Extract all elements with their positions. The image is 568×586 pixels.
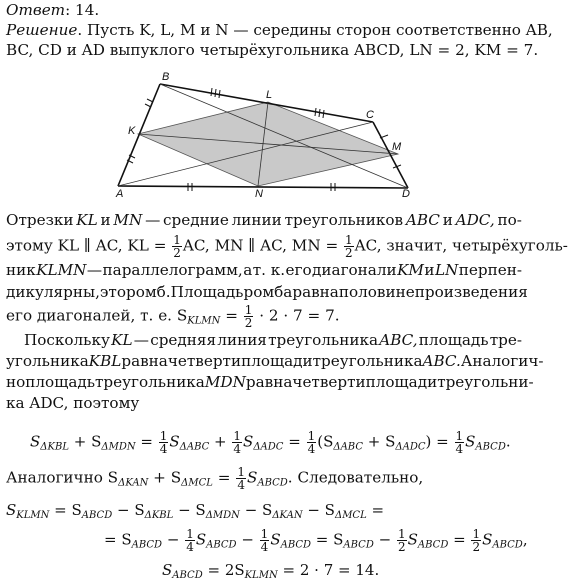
w: ADC, [455,211,495,229]
sub: ΔMDN [101,441,136,453]
text-seg: AC, MN ∥ AC, MN = [182,236,339,255]
den: 2 [244,316,253,330]
w: и [424,261,435,279]
sub: ΔMCL [334,510,367,521]
w: и [442,211,453,229]
solution-label: Решение [6,21,78,39]
sym: S [270,530,281,549]
w: средние [163,211,229,229]
num: 1 [345,233,353,247]
fraction-quarter [307,430,317,455]
sym: S [169,432,180,451]
den: 4 [307,442,316,456]
w: LN [434,261,459,279]
op: − S [112,501,145,519]
den: 2 [397,540,406,554]
sub: ΔMDN [205,510,240,521]
para2-line3 [6,372,534,392]
w: площадь [418,331,489,349]
para2-line2 [6,351,544,371]
op: = [135,432,153,451]
w: ромба [243,283,293,301]
op: − S [173,501,206,519]
num: 1 [159,429,168,443]
equation-2 [6,500,384,520]
w: — [133,331,149,349]
op: = [283,432,301,451]
para3-line [6,466,423,491]
equation-4 [162,560,379,580]
op: = S [49,501,82,519]
sym: S [465,432,476,451]
text-seg: = [212,468,231,487]
w: треугольни- [437,373,534,391]
op: + [209,432,227,451]
label-l: L [266,89,273,101]
fraction-quarter [232,430,242,455]
den: 4 [237,478,245,492]
op: − [373,530,392,549]
para1-line2 [6,234,568,259]
quadrilateral-figure [108,66,428,198]
op: = S [311,530,344,549]
sub: ΔKAN [118,477,149,489]
w: ромб. [125,283,171,301]
w: четверти [292,373,366,391]
w: KL [76,211,98,229]
w: KL [111,331,133,349]
sub: ABCD [81,510,113,521]
op: = 2 · 7 = 14. [277,561,380,579]
w: но [6,373,26,391]
text-seg: этому KL ∥ AC, KL = [6,236,167,255]
text-seg: · 2 · 7 = 7. [259,306,340,325]
answer-label: Ответ [6,1,66,19]
fraction-half [344,234,354,259]
w: Площадь [170,283,244,301]
op: − [162,530,180,549]
w: т. к. [252,261,286,279]
num: 1 [233,429,242,443]
op: − S [302,501,335,519]
sym: S [482,530,493,549]
den: 4 [233,442,242,456]
sub: ABCD [131,539,163,551]
sub: ΔKBL [40,441,69,453]
sub: ΔKAN [272,510,303,521]
w: параллелограмм, [102,261,243,279]
text-seg: = [225,306,238,325]
solution-text-1: . Пусть K, L, M и N — середины сторон соответственно AB, [77,21,553,39]
w: ABC. [422,352,461,370]
op: + S [68,432,102,451]
fraction-half [244,304,254,329]
w: ABC, [379,331,418,349]
w: четверти [167,352,242,370]
text-seg: . Следовательно, [287,468,424,487]
w: дикулярны, [6,283,100,301]
w: треугольника [268,331,378,349]
text-seg: Аналогично S [6,468,119,487]
sub: ABCD [417,539,449,551]
den: 4 [455,442,464,456]
w: Аналогич- [460,352,544,370]
w: площадь [25,373,95,391]
sub: ABCD [280,539,312,551]
label-n: N [255,188,263,200]
op: ) = [425,432,449,451]
w: это [99,283,126,301]
w: а [243,261,253,279]
sub: ΔABC [333,441,363,453]
para1-line5 [6,304,340,329]
label-m: M [392,141,402,153]
num: 1 [307,429,316,443]
sub: ΔADC [395,441,426,453]
sub: ABCD [492,539,523,551]
den: 2 [173,246,181,260]
w: — [86,261,103,279]
sub: ABCD [343,539,374,551]
para2-line4: ка ADC, поэтому [6,394,140,412]
para1-line3 [6,260,522,280]
sub: ABCD [172,570,203,581]
sub: ABCD [257,477,288,489]
num: 1 [397,527,406,541]
op: = S [104,530,132,549]
w: угольника [6,352,89,370]
w: треугольников [284,211,404,229]
den: 2 [472,540,481,554]
w: KM [397,261,424,279]
sym: S [6,501,17,519]
sub: ΔKBL [144,510,174,521]
den: 4 [186,540,194,554]
op: . [505,432,511,451]
sub: KLMN [16,510,50,521]
fraction-quarter [185,528,195,553]
num: 1 [173,233,181,247]
sym: S [407,530,418,549]
op: = [448,530,466,549]
op: = [366,501,385,519]
w: — [145,211,161,229]
w: Поскольку [24,331,110,349]
fraction-half [397,528,407,553]
num: 1 [260,527,269,541]
w: перпен- [458,261,522,279]
w: по- [497,211,522,229]
num: 1 [455,429,464,443]
para1-line4 [6,282,528,302]
fraction-half [172,234,182,259]
w: ABC [405,211,440,229]
num: 1 [186,527,194,541]
w: произведения [414,283,528,301]
solution-line-1 [6,20,553,40]
op: + S [363,432,396,451]
w: MN [113,211,143,229]
w: треугольника [312,352,423,370]
sym: S [162,561,173,579]
fraction-quarter [260,528,270,553]
label-a: A [116,188,124,200]
w: равна [292,283,339,301]
w: равна [121,352,168,370]
equation-3 [104,528,528,553]
text-seg: AC, значит, четырёхуголь- [354,236,568,255]
label-k: K [128,125,136,137]
w: половине [338,283,415,301]
sub: ABCD [475,441,506,453]
sub: KLMN [187,315,221,327]
w: линии [231,211,282,229]
sub: KLMN [244,570,278,581]
op: , [522,530,528,549]
sym: S [30,432,41,451]
equation-1 [30,430,511,455]
w: линия [217,331,267,349]
label-d: D [402,188,410,200]
label-c: C [366,109,374,121]
solution-line-2: BC, CD и AD выпуклого четырёхугольника ABCD, LN = 2, KM = 7. [6,41,539,59]
sub: ΔABC [179,441,210,453]
w: KBL [88,352,122,370]
sub: ABCD [206,539,237,551]
fraction-quarter [455,430,465,455]
fraction-quarter [236,466,246,491]
w: средняя [150,331,217,349]
w: его [285,261,312,279]
op: − S [239,501,273,519]
sym: S [246,468,258,487]
sub: ΔMCL [181,477,213,489]
text-seg: его диагоналей, т. е. S [6,306,188,325]
text-seg: + S [148,468,182,487]
fraction-quarter [159,430,169,455]
fraction-half [471,528,481,553]
sym: (S [317,432,334,451]
w: Отрезки [6,211,74,229]
para2-line1 [24,330,522,350]
op: − [236,530,254,549]
w: ник [6,261,36,279]
w: KLMN [36,261,87,279]
label-b: B [162,71,170,83]
den: 4 [159,442,168,456]
answer-value: : 14. [65,1,100,19]
w: равна [245,373,293,391]
w: площади [365,373,438,391]
den: 4 [260,540,269,554]
w: диагонали [312,261,397,279]
sym: S [243,432,254,451]
w: треугольника [95,373,205,391]
num: 1 [472,527,481,541]
sub: ΔADC [253,441,284,453]
num: 1 [237,465,245,479]
den: 2 [345,246,353,260]
op: = 2S [202,561,245,579]
para1-line1 [6,210,522,230]
w: тре- [489,331,522,349]
sym: S [195,530,207,549]
w: и [100,211,111,229]
num: 1 [244,303,253,317]
w: площади [241,352,313,370]
w: MDN [204,373,246,391]
answer-line [6,0,99,20]
